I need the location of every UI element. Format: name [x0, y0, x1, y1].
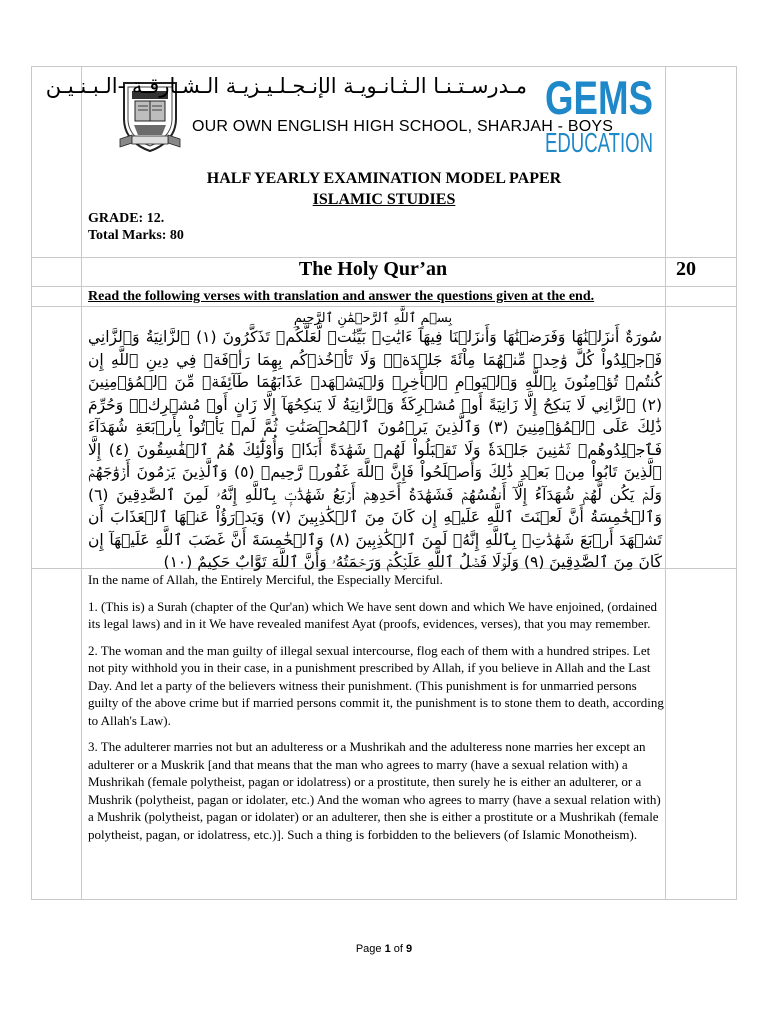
table-row-line [31, 899, 737, 900]
bismillah-arabic: بِسۡمِ ٱللَّهِ ٱلرَّحۡمَٰنِ ٱلرَّحِيمِ [293, 311, 453, 326]
arabic-verses: سُورَةٌ أَنزَلۡنَٰهَا وَفَرَضۡنَٰهَا وَأَنزَلۡنَا فِيهَآ ءَايَٰتِۭ بَيِّنَٰتٖ لَّعَلَّكُمۡ تَذَكَّرُونَ (١) ٱلزَّانِيَةُ وَٱلزَّانِي فَٱجۡلِدُواْ كُلَّ وَٰحِدٖ مِّنۡهُمَا مِاْئَةَ جَلۡدَةٖۖ وَلَا تَأۡخُذۡكُم بِهِمَا رَأۡفَةٞ فِي دِينِ ٱللَّهِ إِن كُنتُمۡ تُؤۡمِنُونَ بِٱللَّهِ وَٱلۡيَوۡمِ ٱلۡأٓخِرِۖ وَلۡيَشۡهَدۡ عَذَابَهُمَا طَآئِفَةٞ مِّنَ ٱلۡمُؤۡمِنِينَ (٢) ٱلزَّانِي لَا يَنكِحُ إِلَّا زَانِيَةً أَوۡ مُشۡرِكَةٗ وَٱلزَّانِيَةُ لَا يَنكِحُهَآ إِلَّا زَانٍ أَوۡ مُشۡرِكٞۚ وَحُرِّمَ ذَٰلِكَ عَلَى ٱلۡمُؤۡمِنِينَ (٣) وَٱلَّذِينَ يَرۡمُونَ ٱلۡمُحۡصَنَٰتِ ثُمَّ لَمۡ يَأۡتُواْ بِأَرۡبَعَةِ شُهَدَآءَ فَٱجۡلِدُوهُمۡ ثَمَٰنِينَ جَلۡدَةٗ وَلَا تَقۡبَلُواْ لَهُمۡ شَهَٰدَةً أَبَدٗاۚ وَأُوْلَٰٓئِكَ هُمُ ٱلۡفَٰسِقُونَ (٤) إِلَّا ٱلَّذِينَ تَابُواْ مِنۢ بَعۡدِ ذَٰلِكَ وَأَصۡلَحُواْ فَإِنَّ ٱللَّهَ غَفُورٞ رَّحِيمٞ (٥) وَٱلَّذِينَ يَرۡمُونَ أَزۡوَٰجَهُمۡ وَلَمۡ يَكُن لَّهُمۡ شُهَدَآءُ إِلَّآ أَنفُسُهُمۡ فَشَهَٰدَةُ أَحَدِهِمۡ أَرۡبَعُ شَهَٰدَٰتِۭ بِٱللَّهِ إِنَّهُۥ لَمِنَ ٱلصَّٰدِقِينَ (٦) وَٱلۡخَٰمِسَةُ أَنَّ لَعۡنَتَ ٱللَّهِ عَلَيۡهِ إِن كَانَ مِنَ ٱلۡكَٰذِبِينَ (٧) وَيَدۡرَؤُاْ عَنۡهَا ٱلۡعَذَابَ أَن تَشۡهَدَ أَرۡبَعَ شَهَٰدَٰتِۭ بِٱللَّهِ إِنَّهُۥ لَمِنَ ٱلۡكَٰذِبِينَ (٨) وَٱلۡخَٰمِسَةَ أَنَّ غَضَبَ ٱللَّهِ عَلَيۡهَآ إِن كَانَ مِنَ ٱلصَّٰدِقِينَ (٩) وَلَوۡلَا فَضۡلُ ٱللَّهِ عَلَيۡكُمۡ وَرَحۡمَتُهُۥ وَأَنَّ ٱللَّهَ تَوَّابٌ حَكِيمٌ (١٠) [88, 328, 663, 571]
table-row-line [31, 306, 737, 307]
translation-verse-3: 3. The adulterer marries not but an adulteress or a Mushrikah and the adulteress none marries her except an adulterer or a Muskrik [and that means that the man who agrees to marry (have a sexual relation with) a Mushrikah (female polytheist, pagan or idolatress) or a prostitute, then surely he is either an adulterer, or a Mushrik (polytheist, pagan or idolater, etc.) And the woman who agrees to marry (have a sexual relation with) a Mushrik (polytheist, pagan or idolater) or an adulterer, then she is either a prostitute or a Mushrikah (female polytheist, pagan, or idolatress, etc.)]. Such a thing is forbidden to the believers (of Islamic Monotheism). [88, 739, 661, 842]
translation-bismillah: In the name of Allah, the Entirely Merciful, the Especially Merciful. [88, 572, 443, 587]
section-instruction: Read the following verses with translation and answer the questions given at the end. [88, 289, 595, 304]
grade-info [88, 210, 184, 244]
total-pages-number: 9 [406, 943, 413, 955]
translation-verse-2: 2. The woman and the man guilty of illegal sexual intercourse, flog each of them with a hundred stripes. Let not pity withhold you in their case, in a punishment prescribed by Allah, if you believe in Allah and the Last Day. And let a party of the believers witness their punishment. (This punishment is for unmarried persons guilty of the above crime but if married persons commit it, the punishment is to stone them to death, according to Allah's Law). [88, 642, 664, 728]
school-name-english: OUR OWN ENGLISH HIGH SCHOOL, SHARJAH - BOYS [192, 118, 614, 135]
page-word: Page [355, 943, 382, 955]
grade-label: GRADE: 12. [88, 211, 165, 226]
page-footer [0, 943, 768, 955]
gems-education-logo [543, 72, 655, 160]
section-title: The Holy Qur’an [298, 258, 448, 280]
exam-title: HALF YEARLY EXAMINATION MODEL PAPER [206, 170, 562, 187]
current-page-number: 1 [384, 943, 391, 955]
translation-block [88, 571, 664, 852]
school-name-arabic: مـدرسـتـنـا الـثـانـويـة الإنـجـلـيـزيـة الـشـارقـة -الـبـنـيـن [45, 74, 527, 98]
education-logo-text: EDUCATION [545, 127, 653, 158]
of-word: of [393, 943, 403, 955]
table-row-line [31, 66, 737, 67]
subject-title: ISLAMIC STUDIES [312, 191, 456, 208]
gems-logo-text: GEMS [545, 71, 653, 124]
table-row-line [31, 286, 737, 287]
total-marks-label: Total Marks: 80 [88, 228, 184, 243]
section-marks: 20 [676, 258, 696, 280]
translation-verse-1: 1. (This is) a Surah (chapter of the Qur'an) which We have sent down and which We have enjoined, (ordained its legal laws) and in it We have revealed manifest Ayat (proofs, evidences, verses), that you may remember. [88, 598, 658, 631]
